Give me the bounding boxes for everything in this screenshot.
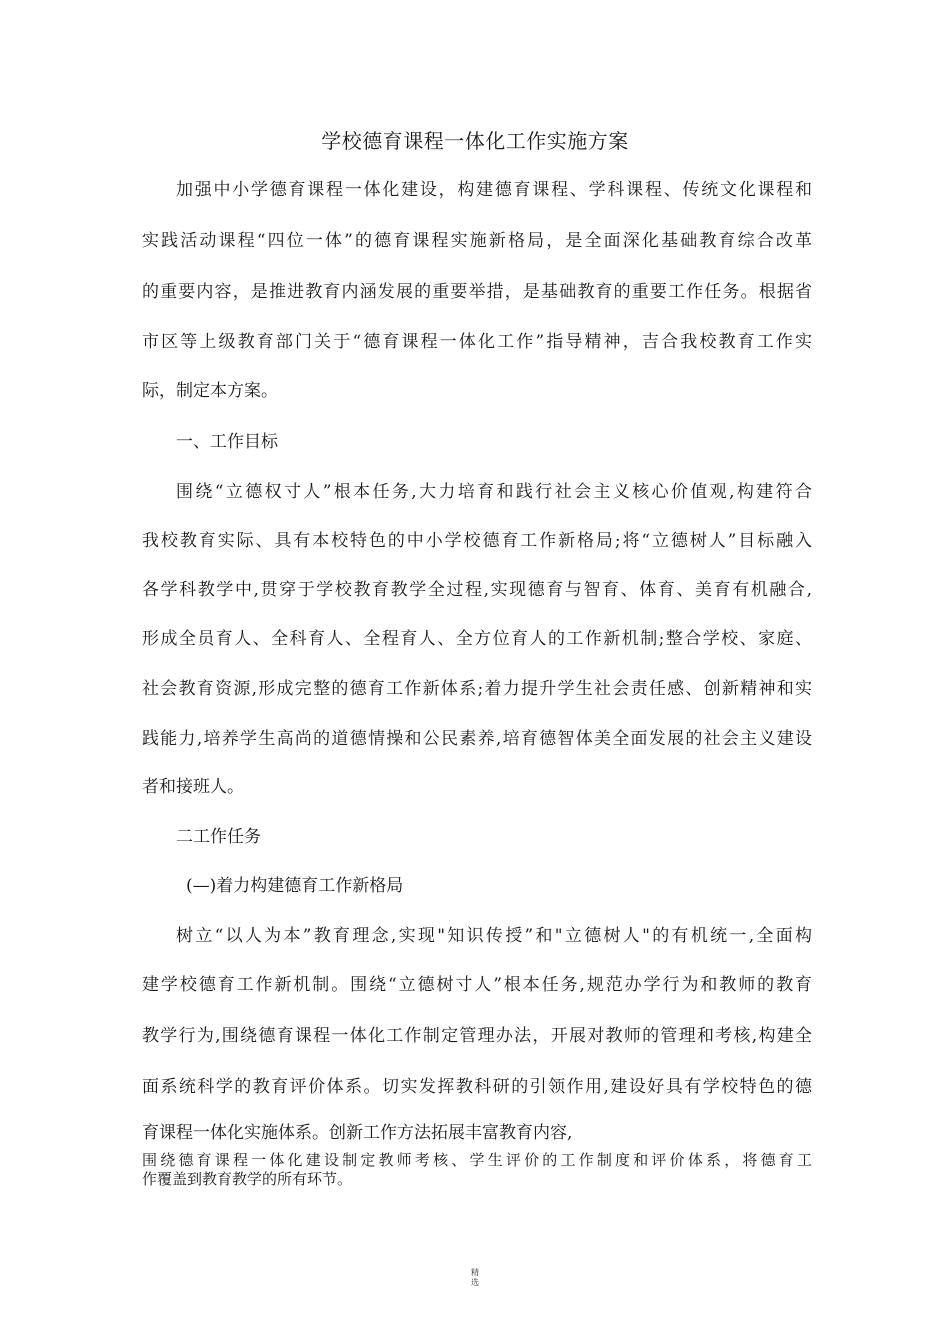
section-heading: 二工作任务 bbox=[176, 827, 261, 847]
paragraph-line: 践能力,培养学生高尚的道德情操和公民素养,培育德智体美全面发展的社会主义建设 bbox=[142, 729, 812, 749]
paragraph-line: 育课程一体化实施体系。创新工作方法拓展丰富教育内容, bbox=[142, 1123, 573, 1143]
paragraph-line: 建学校德育工作新机制。围绕“立德树寸人”根本任务,规范办学行为和教师的教育 bbox=[142, 975, 812, 995]
page-footer bbox=[0, 1268, 950, 1288]
paragraph-line: 加强中小学德育课程一体化建设，构建德育课程、学科课程、传统文化课程和 bbox=[176, 180, 812, 200]
document-title: 学校德育课程一体化工作实施方案 bbox=[321, 129, 629, 153]
paragraph-line: 教学行为,围绕德育课程一体化工作制定管理办法，开展对教师的管理和考核,构建全 bbox=[142, 1026, 812, 1046]
section-heading: 一、工作目标 bbox=[176, 432, 278, 452]
paragraph-line: 围绕“立德权寸人”根本任务,大力培育和践行社会主义核心价值观,构建符合 bbox=[176, 482, 812, 502]
paragraph-line: 树立“以人为本”教育理念,实现"知识传授”和"立德树人"的有机统一,全面构 bbox=[176, 926, 812, 946]
paragraph-line: 际，制定本方案。 bbox=[142, 381, 278, 401]
subsection-heading: (—)着力构建德育工作新格局 bbox=[186, 876, 404, 896]
paragraph-line: 我校教育实际、具有本校特色的中小学校德育工作新格局;将“立德树人”目标融入 bbox=[142, 531, 812, 551]
paragraph-line: 围绕德育课程一体化建设制定教师考核、学生评价的工作制度和评价体系，将德育工 bbox=[142, 1151, 812, 1169]
footer-char: 精 bbox=[471, 1268, 479, 1277]
paragraph-line: 面系统科学的教育评价体系。切实发挥教科研的引领作用,建设好具有学校特色的德 bbox=[142, 1077, 812, 1097]
paragraph-line: 作覆盖到教育教学的所有环节。 bbox=[142, 1170, 353, 1188]
paragraph-line: 者和接班人。 bbox=[142, 777, 244, 797]
paragraph-line: 各学科教学中,贯穿于学校教育教学全过程,实现德育与智育、体育、美育有机融合, bbox=[142, 580, 812, 600]
paragraph-line: 的重要内容，是推进教育内涵发展的重要举措，是基础教育的重要工作任务。根据省 bbox=[142, 282, 812, 302]
paragraph-line: 社会教育资源,形成完整的德育工作新体系;着力提升学生社会责任感、创新精神和实 bbox=[142, 679, 812, 699]
paragraph-line: 实践活动课程“四位一体”的德育课程实施新格局，是全面深化基础教育综合改革 bbox=[142, 231, 812, 251]
footer-char: 选 bbox=[471, 1278, 479, 1287]
paragraph-line: 形成全员育人、全科育人、全程育人、全方位育人的工作新机制;整合学校、家庭、 bbox=[142, 629, 812, 649]
paragraph-line: 市区等上级教育部门关于“德育课程一体化工作”指导精神，吉合我校教育工作实 bbox=[142, 332, 812, 352]
